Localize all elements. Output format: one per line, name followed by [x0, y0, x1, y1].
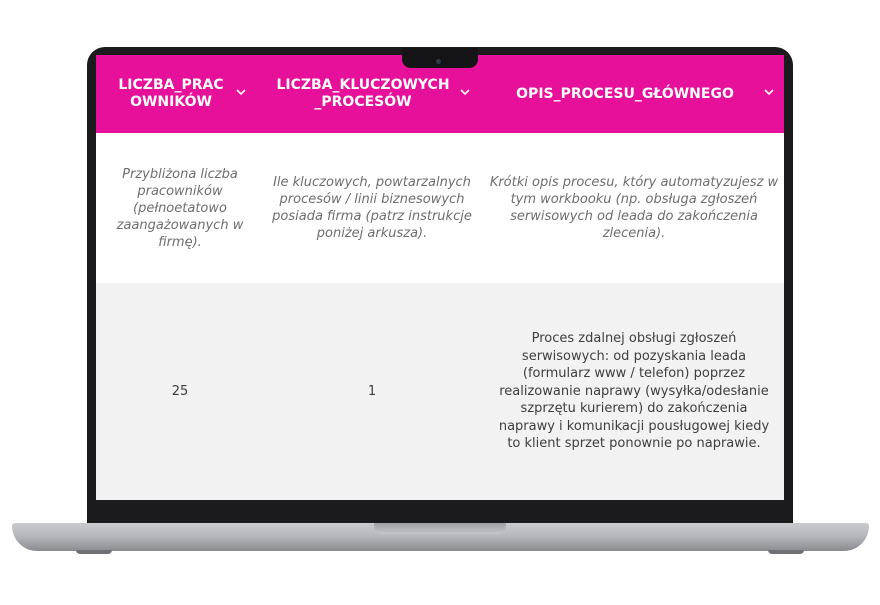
camera-icon	[436, 59, 441, 64]
column-header-label: LICZBA_PRAC OWNIKÓW	[118, 77, 224, 110]
laptop-base-groove	[374, 523, 506, 534]
laptop-screen	[96, 55, 784, 500]
table-row	[96, 283, 784, 500]
laptop-foot-right	[768, 550, 804, 554]
chevron-down-icon[interactable]	[458, 85, 472, 99]
chevron-down-icon[interactable]	[762, 85, 776, 99]
column-header-label: LICZBA_KLUCZOWYCH _PROCESÓW	[276, 77, 450, 110]
column-header-label: OPIS_PROCESU_GŁÓWNEGO	[516, 85, 734, 102]
laptop-notch	[402, 48, 478, 68]
cell-opis-procesu[interactable]: Proces zdalnej obsługi zgłoszeń serwisowych: od pozyskania leada (formularz www / telefon) poprzez realizowanie naprawy (wysyłka/odesłanie szprzętu kurierem) do zakończenia naprawy i komunikacji pousługowej kiedy to klient sprzet ponownie po naprawie.	[498, 331, 770, 452]
column-header-liczba-pracownikow[interactable]	[96, 55, 262, 133]
cell-liczba-kluczowych-procesow[interactable]: 1	[367, 383, 377, 399]
table-row-descriptions	[96, 133, 784, 283]
description-cell-procesy: Ile kluczowych, powtarzalnych procesów / linii biznesowych posiada firma (patrz instrukcje poniżej arkusza).	[272, 175, 472, 241]
laptop-foot-left	[76, 550, 112, 554]
description-cell-pracownicy: Przybliżona liczba pracowników (pełnoetatowo zaangażowanych w firmę).	[116, 166, 244, 250]
laptop-bottom-bezel	[87, 500, 793, 525]
chevron-down-icon[interactable]	[234, 85, 248, 99]
cell-liczba-pracownikow[interactable]: 25	[171, 383, 189, 399]
description-cell-opis: Krótki opis procesu, który automatyzujesz w tym workbooku (np. obsługa zgłoszeń serwisowych od leada do zakończenia zlecenia).	[489, 175, 779, 241]
column-header-opis-procesu-glownego[interactable]	[482, 55, 784, 133]
